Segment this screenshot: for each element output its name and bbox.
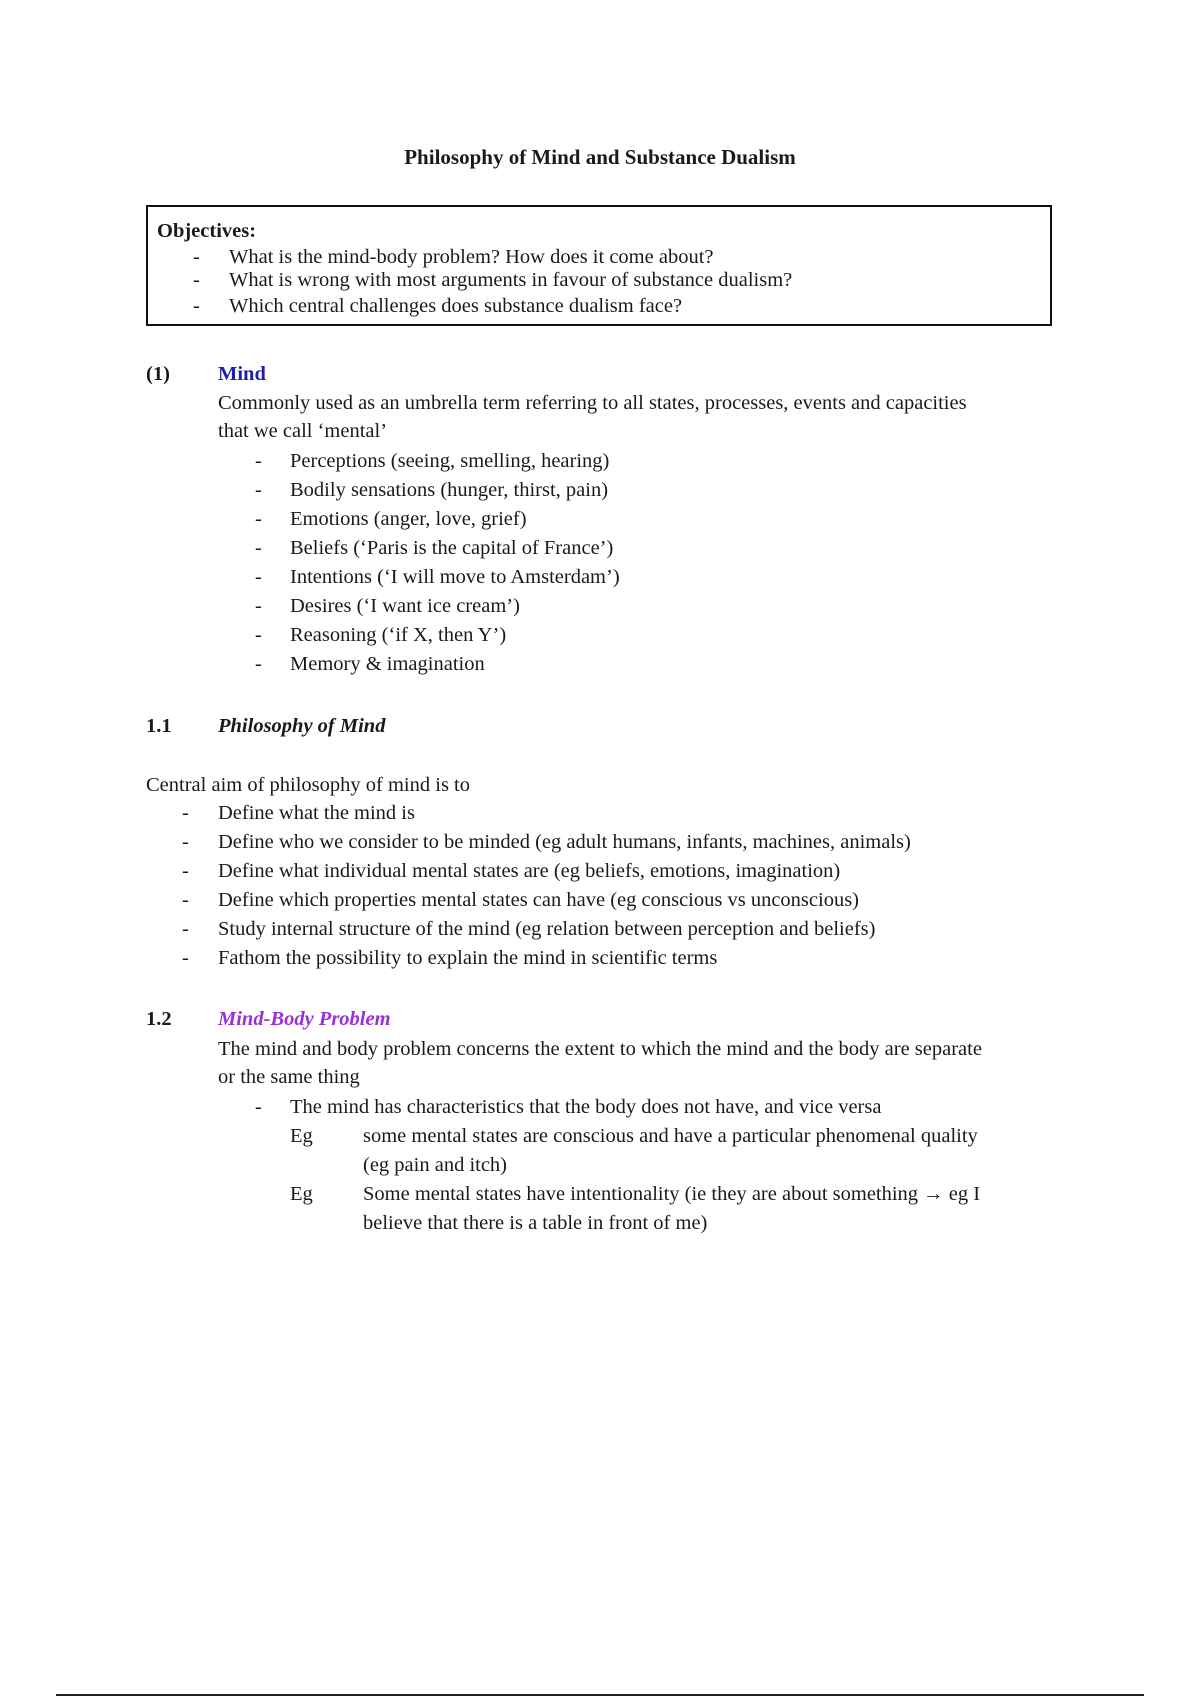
paragraph-line: or the same thing — [218, 1066, 360, 1088]
bullet-dash: - — [255, 479, 262, 501]
list-item: Define what individual mental states are (eg beliefs, emotions, imagination) — [218, 860, 841, 882]
objectives-heading: Objectives: — [157, 220, 257, 242]
bullet-dash: - — [182, 947, 189, 969]
document-title: Philosophy of Mind and Substance Dualism — [404, 145, 796, 169]
bullet-dash: - — [182, 802, 189, 824]
list-item: The mind has characteristics that the body does not have, and vice versa — [290, 1096, 882, 1118]
list-item: Memory & imagination — [290, 653, 485, 675]
paragraph-line: Commonly used as an umbrella term referring to all states, processes, events and capacities — [218, 392, 967, 414]
section-heading-philosophy-of-mind: Philosophy of Mind — [218, 715, 386, 737]
paragraph-line: Central aim of philosophy of mind is to — [146, 774, 470, 796]
bullet-dash: - — [193, 246, 200, 268]
list-item: Bodily sensations (hunger, thirst, pain) — [290, 479, 609, 501]
list-item: Define who we consider to be minded (eg adult humans, infants, machines, animals) — [218, 831, 911, 853]
list-item: Reasoning (‘if X, then Y’) — [290, 624, 507, 646]
section-heading-mind: Mind — [218, 363, 266, 385]
bullet-dash: - — [193, 269, 200, 291]
example-label: Eg — [290, 1183, 313, 1205]
section-number: 1.1 — [146, 715, 172, 737]
list-item: Intentions (‘I will move to Amsterdam’) — [290, 566, 620, 588]
bullet-dash: - — [255, 508, 262, 530]
bullet-dash: - — [255, 537, 262, 559]
paragraph-line: that we call ‘mental’ — [218, 420, 388, 442]
list-item: Perceptions (seeing, smelling, hearing) — [290, 450, 610, 472]
example-line: (eg pain and itch) — [363, 1154, 508, 1176]
list-item: Fathom the possibility to explain the mind in scientific terms — [218, 947, 718, 969]
paragraph-line: The mind and body problem concerns the extent to which the mind and the body are separate — [218, 1038, 982, 1060]
bullet-dash: - — [182, 860, 189, 882]
list-item: Desires (‘I want ice cream’) — [290, 595, 520, 617]
list-item: Define what the mind is — [218, 802, 415, 824]
objective-item: Which central challenges does substance dualism face? — [229, 295, 683, 317]
bullet-dash: - — [255, 1096, 262, 1118]
section-number: 1.2 — [146, 1008, 172, 1030]
list-item: Emotions (anger, love, grief) — [290, 508, 527, 530]
bullet-dash: - — [255, 566, 262, 588]
bullet-dash: - — [182, 831, 189, 853]
bullet-dash: - — [255, 595, 262, 617]
list-item: Define which properties mental states can have (eg conscious vs unconscious) — [218, 889, 859, 911]
example-line: Some mental states have intentionality (ie they are about something → eg I — [363, 1183, 981, 1205]
bullet-dash: - — [182, 889, 189, 911]
bullet-dash: - — [255, 450, 262, 472]
objective-item: What is wrong with most arguments in favour of substance dualism? — [229, 269, 793, 291]
section-heading-mind-body-problem: Mind-Body Problem — [218, 1008, 391, 1030]
bullet-dash: - — [182, 918, 189, 940]
list-item: Study internal structure of the mind (eg relation between perception and beliefs) — [218, 918, 876, 940]
objective-item: What is the mind-body problem? How does it come about? — [229, 246, 714, 268]
example-line: some mental states are conscious and have a particular phenomenal quality — [363, 1125, 978, 1147]
bullet-dash: - — [193, 295, 200, 317]
bullet-dash: - — [255, 653, 262, 675]
bullet-dash: - — [255, 624, 262, 646]
section-number: (1) — [146, 363, 170, 385]
example-line: believe that there is a table in front of me) — [363, 1212, 708, 1234]
list-item: Beliefs (‘Paris is the capital of France’) — [290, 537, 614, 559]
page-bottom-rule — [56, 1694, 1144, 1696]
example-label: Eg — [290, 1125, 313, 1147]
